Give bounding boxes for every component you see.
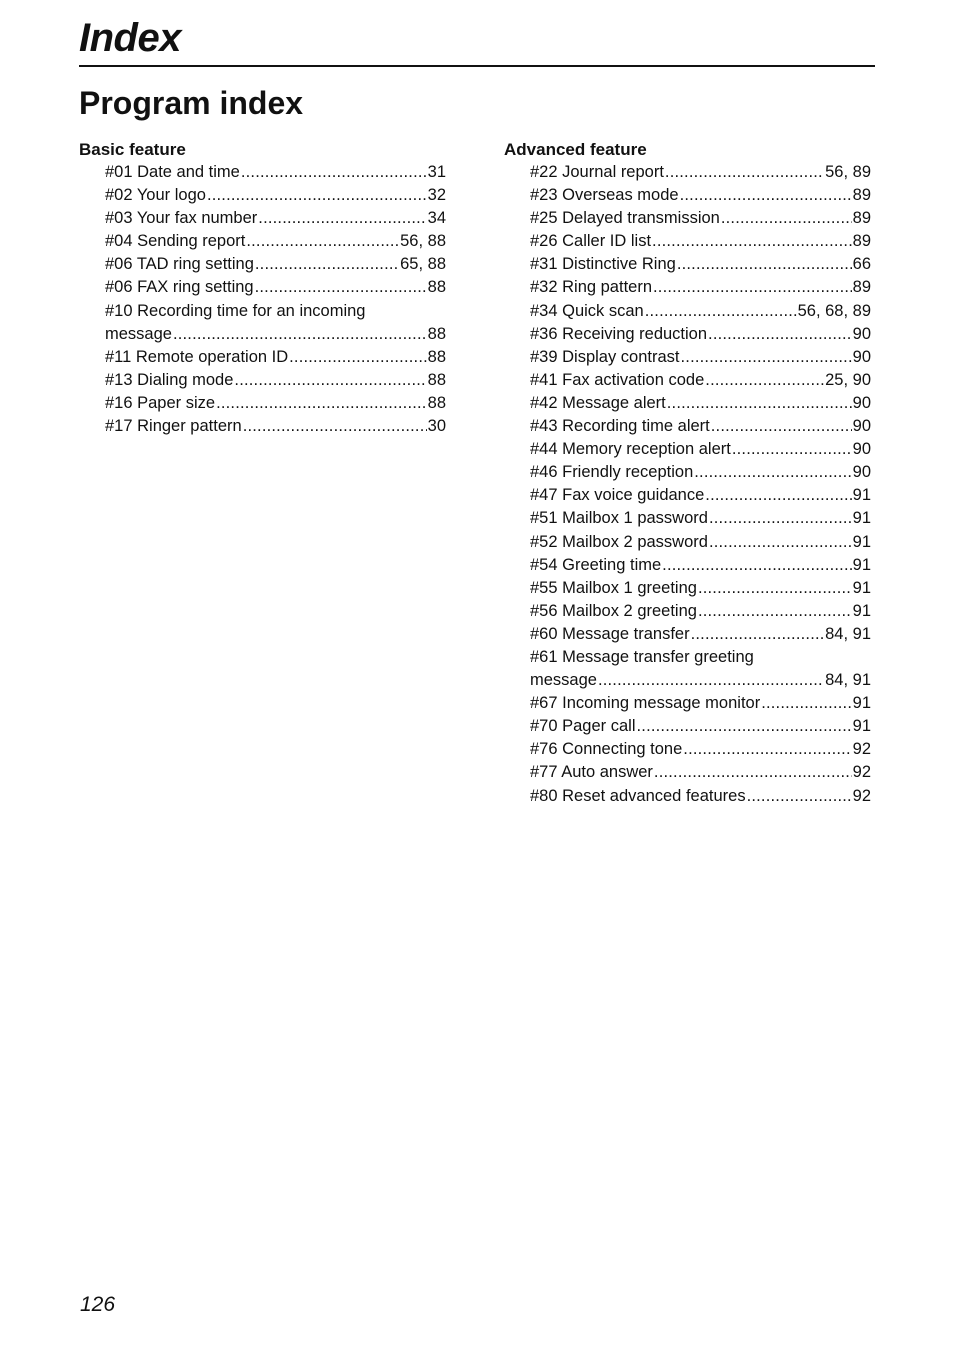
dot-leader (711, 415, 852, 438)
index-entry-line (530, 669, 871, 692)
dot-leader (645, 300, 797, 323)
index-entry-line (530, 438, 871, 461)
index-entry (530, 392, 871, 415)
index-entry-line (530, 276, 871, 299)
index-entry-pages: 91 (852, 601, 871, 620)
index-entry (530, 531, 871, 554)
index-entry (530, 276, 871, 299)
index-entry-label: #70 Pager call (530, 717, 636, 736)
dot-leader (207, 184, 427, 207)
index-entry-line (530, 300, 871, 323)
index-entry (105, 161, 446, 184)
index-entry (530, 346, 871, 369)
index-entry-label: #11 Remote operation ID (105, 347, 289, 366)
section-title: Program index (79, 85, 304, 121)
index-entry-label: #39 Display contrast (530, 347, 680, 366)
index-entry-pages: 91 (852, 578, 871, 597)
index-entry (105, 184, 446, 207)
index-entry-pages: 30 (427, 417, 446, 436)
index-entry-label-line1: #10 Recording time for an incoming (105, 301, 366, 320)
index-entry-line (105, 253, 446, 276)
index-entry-pages: 91 (852, 509, 871, 528)
index-entry (530, 600, 871, 623)
dot-leader (289, 346, 427, 369)
index-entry-line (105, 184, 446, 207)
index-entry-pages: 91 (852, 532, 871, 551)
index-entry (530, 184, 871, 207)
dot-leader (173, 323, 427, 346)
header-title: Index (79, 16, 181, 60)
index-entry (105, 369, 446, 392)
dot-leader (665, 161, 824, 184)
index-entry-line (105, 230, 446, 253)
index-entry-label: #36 Receiving reduction (530, 324, 708, 343)
index-entry (530, 761, 871, 784)
index-entry-pages: 88 (427, 370, 446, 389)
index-entry-line (530, 161, 871, 184)
index-entry-label: #25 Delayed transmission (530, 209, 720, 228)
index-entry-pages: 92 (852, 763, 871, 782)
index-entry-label: #52 Mailbox 2 password (530, 532, 708, 551)
page-number: 126 (80, 1293, 116, 1316)
dot-leader (637, 715, 852, 738)
index-entry-label: #01 Date and time (105, 163, 240, 181)
dot-leader (709, 531, 852, 554)
index-entry-line (530, 484, 871, 507)
index-entry-pages: 90 (852, 463, 871, 482)
dot-leader (677, 253, 852, 276)
index-entry-pages: 88 (427, 347, 446, 366)
dot-leader (255, 276, 427, 299)
basic-feature-heading: Basic feature (79, 140, 186, 159)
index-entry-label: #23 Overseas mode (530, 186, 679, 205)
index-entry (530, 577, 871, 600)
index-entry-line (105, 346, 446, 369)
dot-leader (654, 761, 852, 784)
index-entry-label: #47 Fax voice guidance (530, 486, 705, 505)
index-entry-line (105, 323, 446, 346)
dot-leader (709, 507, 852, 530)
index-entry (530, 738, 871, 761)
index-entry-pages: 91 (852, 694, 871, 713)
index-entry-label: #26 Caller ID list (530, 232, 652, 251)
index-entry-label: #22 Journal report (530, 163, 664, 181)
advanced-feature-heading: Advanced feature (504, 140, 647, 159)
index-entry-line (105, 207, 446, 230)
index-entry-line (530, 738, 871, 761)
index-entry-pages: 91 (852, 486, 871, 505)
dot-leader (652, 230, 852, 253)
dot-leader (747, 785, 852, 808)
index-entry-line (105, 369, 446, 392)
index-entry-label-line1: #61 Message transfer greeting (530, 647, 754, 666)
dot-leader (258, 207, 426, 230)
dot-leader (598, 669, 824, 692)
index-entry-line (105, 161, 446, 184)
dot-leader (698, 577, 852, 600)
index-entry-line (530, 415, 871, 438)
index-entry (105, 346, 446, 369)
index-entry (530, 554, 871, 577)
index-entry-label: #04 Sending report (105, 232, 246, 251)
index-entry (530, 461, 871, 484)
index-entry-pages: 84, 91 (825, 671, 871, 690)
index-entry-label: #41 Fax activation code (530, 370, 705, 389)
dot-leader (683, 738, 851, 761)
index-entry-line (105, 276, 446, 299)
index-entry (530, 646, 871, 692)
index-entry (105, 300, 446, 346)
index-entry-line (530, 761, 871, 784)
dot-leader (698, 600, 852, 623)
index-entry-line (530, 392, 871, 415)
index-entry-pages: 32 (427, 186, 446, 205)
index-entry-line (530, 692, 871, 715)
index-entry-label: #43 Recording time alert (530, 417, 710, 436)
index-entry-line (530, 507, 871, 530)
dot-leader (241, 161, 427, 184)
index-entry (105, 253, 446, 276)
dot-leader (761, 692, 851, 715)
dot-leader (246, 230, 399, 253)
advanced-feature-column (504, 138, 871, 808)
index-entry (530, 785, 871, 808)
index-entry-line (530, 207, 871, 230)
index-entry-line (530, 184, 871, 207)
index-entry-pages: 88 (427, 393, 446, 412)
dot-leader (653, 276, 852, 299)
index-entry-label: #06 FAX ring setting (105, 278, 254, 297)
index-entry-line (530, 600, 871, 623)
index-entry-label: #77 Auto answer (530, 763, 653, 782)
index-entry-line (530, 554, 871, 577)
dot-leader (721, 207, 852, 230)
dot-leader (732, 438, 852, 461)
index-entry-label: #16 Paper size (105, 393, 216, 412)
dot-leader (705, 369, 824, 392)
index-entry (530, 207, 871, 230)
index-entry-pages: 25, 90 (825, 370, 871, 389)
index-entry-label: #76 Connecting tone (530, 740, 683, 759)
index-entry-label: message (105, 324, 172, 343)
index-entry-line (530, 323, 871, 346)
dot-leader (705, 484, 851, 507)
index-entry (530, 323, 871, 346)
index-entry-line (530, 369, 871, 392)
index-entry-pages: 91 (852, 717, 871, 736)
index-entry (530, 484, 871, 507)
index-entry-pages: 89 (852, 209, 871, 228)
index-entry-label: #51 Mailbox 1 password (530, 509, 708, 528)
index-entry-label: #03 Your fax number (105, 209, 258, 228)
index-entry-pages: 34 (427, 209, 446, 228)
dot-leader (694, 461, 851, 484)
index-entry-label: #46 Friendly reception (530, 463, 694, 482)
index-entry (105, 276, 446, 299)
index-entry-pages: 90 (852, 440, 871, 459)
index-entry (530, 300, 871, 323)
index-entry-line (530, 230, 871, 253)
index-entry-line (530, 785, 871, 808)
index-entry-pages: 90 (852, 347, 871, 366)
index-entry-pages: 92 (852, 786, 871, 805)
index-entry-label: message (530, 671, 597, 690)
index-entry-line (530, 253, 871, 276)
dot-leader (681, 346, 852, 369)
index-entry-pages: 89 (852, 186, 871, 205)
dot-leader (243, 415, 427, 438)
dot-leader (708, 323, 852, 346)
index-entry (105, 207, 446, 230)
index-entry-pages: 56, 89 (825, 163, 871, 181)
dot-leader (680, 184, 852, 207)
index-entry (530, 253, 871, 276)
index-entry-line (530, 346, 871, 369)
index-entry-label: #56 Mailbox 2 greeting (530, 601, 697, 620)
index-entry (530, 623, 871, 646)
index-entry-label: #55 Mailbox 1 greeting (530, 578, 697, 597)
index-entry-label: #13 Dialing mode (105, 370, 234, 389)
index-entry-pages: 65, 88 (400, 255, 446, 274)
index-entry (530, 438, 871, 461)
basic-feature-entries (79, 161, 446, 438)
index-entry (530, 230, 871, 253)
index-entry (530, 415, 871, 438)
index-entry-label: #32 Ring pattern (530, 278, 653, 297)
index-entry-line (530, 715, 871, 738)
index-entry (105, 392, 446, 415)
dot-leader (255, 253, 399, 276)
index-entry-label: #67 Incoming message monitor (530, 694, 761, 713)
index-entry-label: #54 Greeting time (530, 555, 662, 574)
index-entry-pages: 56, 68, 89 (797, 301, 871, 320)
header-rule (79, 65, 875, 67)
basic-feature-column (79, 138, 446, 438)
index-entry-label: #80 Reset advanced features (530, 786, 746, 805)
index-entry-label: #17 Ringer pattern (105, 417, 242, 436)
advanced-feature-entries (504, 161, 871, 808)
index-entry-label: #60 Message transfer (530, 624, 690, 643)
index-entry-label: #44 Memory reception alert (530, 440, 731, 459)
index-entry-label: #31 Distinctive Ring (530, 255, 676, 274)
index-entry-pages: 91 (852, 555, 871, 574)
dot-leader (216, 392, 427, 415)
index-entry-line (530, 623, 871, 646)
index-entry-pages: 31 (427, 163, 446, 181)
index-entry-label: #34 Quick scan (530, 301, 644, 320)
index-entry-label: #06 TAD ring setting (105, 255, 254, 274)
dot-leader (691, 623, 825, 646)
index-entry-pages: 92 (852, 740, 871, 759)
index-entry-line (530, 531, 871, 554)
index-entry-pages: 90 (852, 324, 871, 343)
index-entry-pages: 66 (852, 255, 871, 274)
index-entry-line (530, 577, 871, 600)
index-entry (105, 230, 446, 253)
index-entry (530, 369, 871, 392)
index-entry-pages: 84, 91 (825, 624, 871, 643)
index-entry-line (105, 392, 446, 415)
dot-leader (234, 369, 426, 392)
index-entry-pages: 88 (427, 324, 446, 343)
index-entry (530, 692, 871, 715)
index-entry (105, 415, 446, 438)
dot-leader (667, 392, 852, 415)
index-entry-pages: 56, 88 (400, 232, 446, 251)
index-entry-pages: 88 (427, 278, 446, 297)
index-entry-pages: 89 (852, 278, 871, 297)
index-entry-pages: 90 (852, 417, 871, 436)
index-entry-pages: 89 (852, 232, 871, 251)
index-entry-pages: 90 (852, 393, 871, 412)
index-entry-label: #42 Message alert (530, 393, 666, 412)
index-entry (530, 161, 871, 184)
index-entry (530, 507, 871, 530)
index-entry-label: #02 Your logo (105, 186, 206, 205)
index-entry-line (105, 415, 446, 438)
index-entry (530, 715, 871, 738)
dot-leader (662, 554, 851, 577)
index-entry-line (530, 461, 871, 484)
